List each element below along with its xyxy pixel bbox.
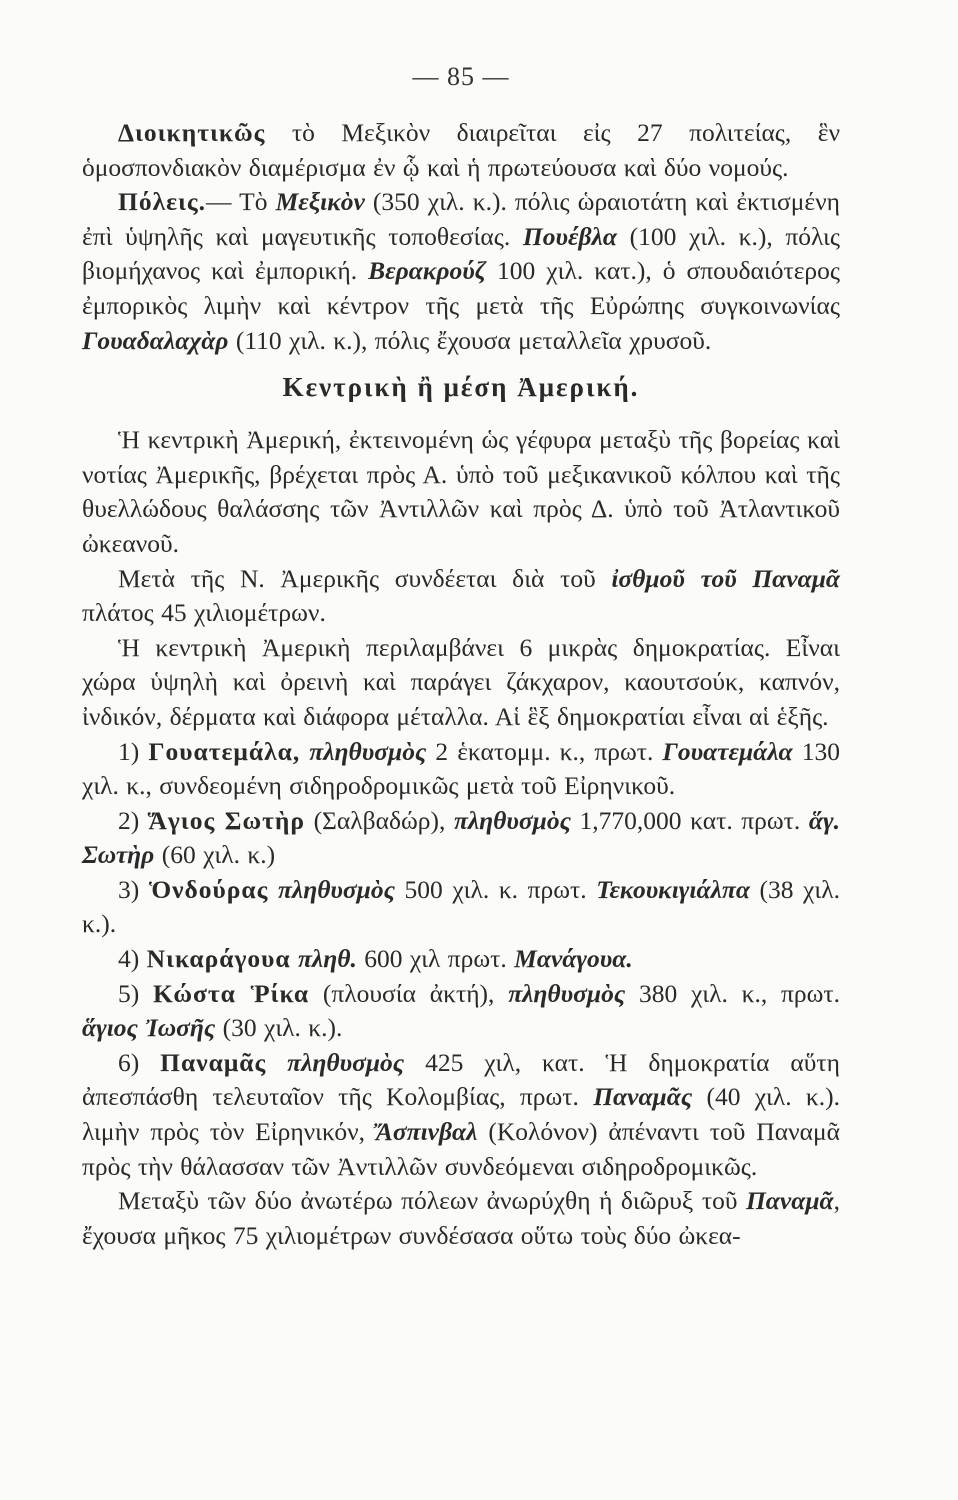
paragraph-text: (πλουσία ἀκτή), [309, 978, 509, 1008]
item-number: 2) [118, 805, 148, 835]
paragraph-cities [82, 185, 840, 358]
paragraph-text: 500 χιλ. κ. πρωτ. [394, 874, 597, 904]
list-item-panama [82, 1046, 840, 1184]
paragraph-text: (38 χιλ. κ.). [82, 874, 840, 939]
paragraph-canal [82, 1184, 840, 1253]
place-name: ἰσθμοῦ τοῦ Παναμᾶ [611, 563, 840, 593]
paragraph-text: 100 χιλ. κατ.), ὁ σπουδαιότερος ἐμπορικὸς λιμὴν καὶ κέντρον τῆς μετὰ τῆς Εὐρώπης συγκοινωνίας [82, 256, 841, 320]
city-name: Πουέβλα [522, 221, 617, 251]
lead-word: Διοικητικῶς [118, 118, 266, 147]
paragraph-text: (60 χιλ. κ.) [154, 840, 276, 870]
item-number: 1) [118, 736, 149, 766]
keyword: πληθυσμὸς [508, 978, 626, 1008]
keyword: πληθυσμὸς [266, 1047, 405, 1077]
paragraph-text: 1,770,000 κατ. πρωτ. [570, 805, 809, 835]
item-number: 6) [118, 1047, 161, 1077]
paragraph-text: (100 χιλ. κ.), πόλις βιομήχανος καὶ ἐμπορική. [82, 221, 840, 286]
paragraph-text: Μεταξὺ τῶν δύο ἀνωτέρω πόλεων ἀνωρύχθη ἡ διῶρυξ τοῦ [118, 1186, 746, 1216]
paragraph-text: 425 χιλ, κατ. Ἡ δημοκρατία αὕτη ἀπεσπάσθη τελευταῖον τῆς Κολομβίας, πρωτ. [82, 1047, 840, 1112]
paragraph-isthmus [82, 562, 840, 631]
list-item-costa-rica [82, 977, 840, 1046]
section-heading: Κεντρικὴ ἢ μέση Ἀμερική. [282, 372, 640, 403]
keyword: πληθ. [290, 944, 357, 974]
capital-name: Γουατεμάλα [662, 736, 793, 766]
capital-name: Μανάγουα. [514, 944, 633, 974]
list-item-nicaragua [82, 942, 840, 977]
city-name: Βερακρούζ [368, 256, 486, 286]
paragraph-text: — Τὸ [206, 187, 276, 217]
item-number: 3) [118, 874, 149, 904]
lead-word: Πόλεις. [118, 187, 207, 217]
paragraph-text: 380 χιλ. κ., πρωτ. [625, 978, 841, 1008]
paragraph-text: 2 ἑκατομμ. κ., πρωτ. [426, 736, 663, 766]
capital-name: ἅγιος Ἰωσῆς [82, 1013, 216, 1043]
capital-name: Παναμᾶς [593, 1082, 693, 1112]
paragraph-administration [82, 116, 840, 185]
keyword: πληθυσμὸς [453, 805, 571, 835]
country-name: Γουατεμάλα, [148, 736, 301, 766]
country-name: Ὁνδούρας [148, 874, 269, 904]
keyword: πληθυσμὸς [268, 874, 395, 904]
paragraph-text: (Σαλβαδώρ), [304, 805, 454, 835]
city-name: Μεξικὸν [275, 187, 365, 217]
paragraph-text: (Κολόνον) ἀπέναντι τοῦ Παναμᾶ πρὸς τὴν θάλασσαν τῶν Ἀντιλλῶν συνδεόμεναι σιδηροδρομικῶς. [82, 1117, 840, 1181]
country-name: Ἅγιος Σωτὴρ [147, 805, 305, 835]
paragraph-text: (110 χιλ. κ.), πόλις ἔχουσα μεταλλεῖα χρυσοῦ. [228, 325, 712, 355]
paragraph-text: , ἔχουσα μῆκος 75 χιλιομέτρων συνδέσασα οὕτω τοὺς δύο ὠκεα- [82, 1186, 840, 1250]
paragraph-text: 600 χιλ πρωτ. [356, 944, 515, 974]
place-name: Παναμᾶ [745, 1186, 834, 1216]
paragraph-text: πλάτος 45 χιλιομέτρων. [82, 598, 326, 628]
paragraph-text: τὸ Μεξικὸν διαιρεῖται εἰς 27 πολιτείας, ἓν ὁμοσπονδιακὸν διαμέρισμα ἐν ᾧ καὶ ἡ πρωτεύουσα καὶ δύο νομούς. [82, 118, 840, 182]
capital-name: ἅγ. Σωτὴρ [82, 805, 840, 870]
city-name: Γουαδαλαχὰρ [82, 325, 229, 355]
paragraph-republics: Ἡ κεντρικὴ Ἀμερικὴ περιλαμβάνει 6 μικρὰς δημοκρατίας. Εἶναι χώρα ὑψηλὴ καὶ ὀρεινὴ καὶ παράγει ζάκχαρον, καουτσούκ, καπνόν, ἰνδικόν, δέρματα καὶ διάφορα μέταλλα. Αἱ ἓξ δημοκρατίαι εἶναι αἱ ἑξῆς. [82, 632, 840, 731]
country-name: Κώστα Ῥίκα [153, 978, 310, 1008]
list-item-guatemala [82, 735, 840, 804]
list-item-el-salvador [82, 804, 840, 873]
paragraph-text: Μετὰ τῆς Ν. Ἀμερικῆς συνδέεται διὰ τοῦ [118, 563, 612, 593]
keyword: πληθυσμὸς [300, 736, 427, 766]
paragraph-text: (30 χιλ. κ.). [215, 1013, 343, 1043]
port-name: Ἄσπινβαλ [375, 1117, 478, 1147]
paragraph-text: (40 χιλ. κ.). λιμὴν πρὸς τὸν Εἰρηνικόν, [82, 1082, 840, 1147]
list-item-honduras [82, 873, 840, 942]
paragraph-text: 130 χιλ. κ., συνδεομένη σιδηροδρομικῶς μετὰ τοῦ Εἰρηνικοῦ. [82, 736, 840, 801]
country-name: Νικαράγουα [146, 944, 291, 974]
item-number: 5) [118, 978, 153, 1008]
country-name: Παναμᾶς [160, 1047, 267, 1077]
page-number: — 85 — [412, 62, 510, 91]
item-number: 4) [118, 944, 147, 974]
paragraph-central-america: Ἡ κεντρικὴ Ἀμερική, ἐκτεινομένη ὡς γέφυρα μεταξὺ τῆς βορείας καὶ νοτίας Ἀμερικῆς, βρέχεται πρὸς Α. ὑπὸ τοῦ μεξικανικοῦ κόλπου καὶ τῆς θυελλώδους θαλάσσης τῶν Ἀντιλλῶν καὶ πρὸς Δ. ὑπὸ τοῦ Ἀτλαντικοῦ ὠκεανοῦ. [82, 425, 840, 558]
paragraph-text: (350 χιλ. κ.). πόλις ὡραιοτάτη καὶ ἐκτισμένη ἐπὶ ὑψηλῆς καὶ μαγευτικῆς τοποθεσίας. [82, 187, 840, 251]
capital-name: Τεκουκιγιάλπα [596, 874, 750, 904]
